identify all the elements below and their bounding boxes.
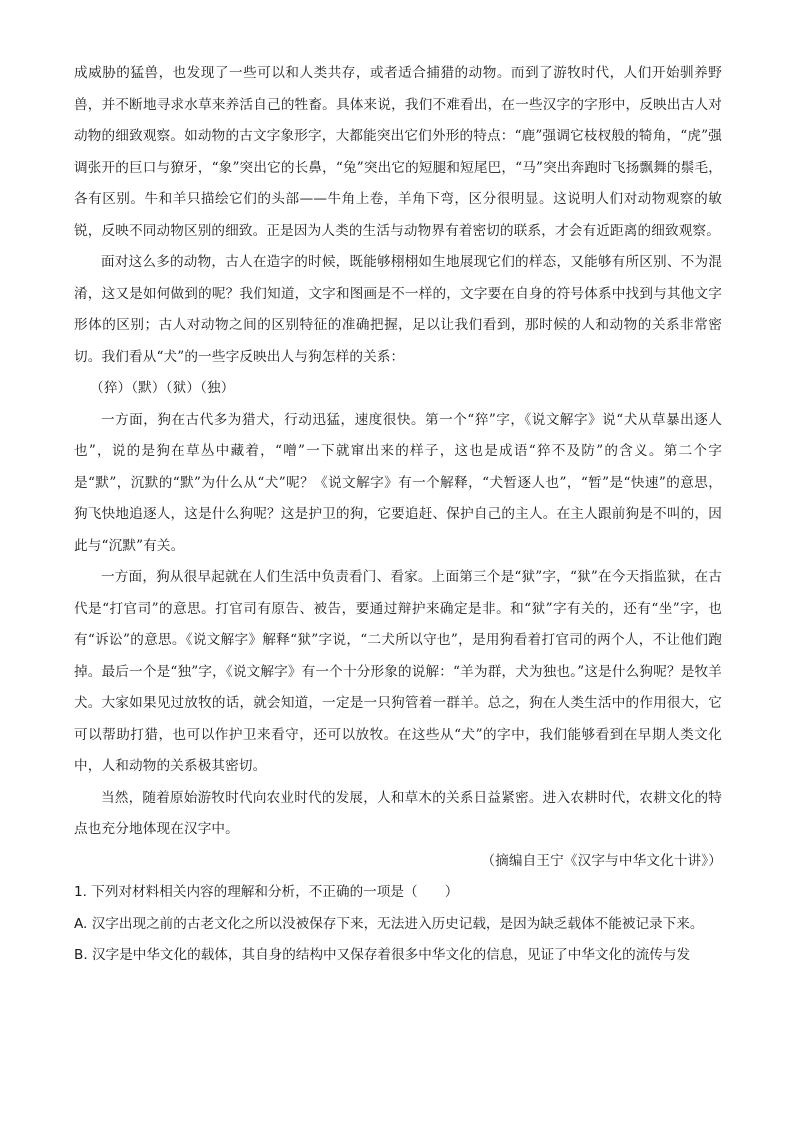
example-characters: （猝）（默）（狱）（独） xyxy=(90,380,235,396)
passage-paragraph-4: 一方面，狗从很早起就在人们生活中负责看门、看家。上面第三个是“狱”字，“狱”在今天指监狱，在古代是“打官司”的意思。打官司有原告、被告，要通过辩护来确定是非。和“狱”字有关的，还有“坐”字，也有“诉讼”的意思。《说文解字》解释“狱”字说，“二犬所以守也”，是用狗看着打官司的两个人，不让他们跑掉。最后一个是“独”字，《说文解字》有一个十分形象的说解：“羊为群，犬为独也。”这是什么狗呢？是牧羊犬。大家如果见过放牧的话，就会知道，一定是一只狗管着一群羊。总之，狗在人类生活中的作用很大，它可以帮助打猎，也可以作护卫来看守，还可以放牧。在这些从“犬”的字中，我们能够看到在早期人类文化中，人和动物的关系极其密切。 xyxy=(74,569,722,774)
question-option-a: A. 汉字出现之前的古老文化之所以没被保存下来，无法进入历史记载，是因为缺乏载体不能被记录下来。 xyxy=(74,915,704,932)
passage-paragraph-5: 当然，随着原始游牧时代向农业时代的发展，人和草木的关系日益紧密。进入农耕时代，农耕文化的特点也充分地体现在汉字中。 xyxy=(74,789,722,837)
question-stem: 1. 下列对材料相关内容的理解和分析，不正确的一项是（ ） xyxy=(74,884,459,900)
passage-paragraph-3: 一方面，狗在古代多为猎犬，行动迅猛，速度很快。第一个“猝”字，《说文解字》说“犬从草暴出逐人也”，说的是狗在草丛中藏着，“噌”一下就窜出来的样子，这也是成语“猝不及防”的含义。第二个字是“默”，沉默的“默”为什么从“犬”呢？《说文解字》有一个解释，“犬暂逐人也”，“暂”是“快速”的意思，狗飞快地追逐人，这是什么狗呢？这是护卫的狗，它要追赶、保护自己的主人。在主人跟前狗是不叫的，因此与“沉默”有关。 xyxy=(74,411,722,554)
question-option-b: B. 汉字是中华文化的载体，其自身的结构中又保存着很多中华文化的信息，见证了中华文化的流传与发 xyxy=(74,947,691,963)
document-page xyxy=(74,58,722,972)
passage-paragraph-1: 成威胁的猛兽，也发现了一些可以和人类共存，或者适合捕猎的动物。而到了游牧时代，人们开始驯养野兽，并不断地寻求水草来养活自己的牲畜。具体来说，我们不难看出，在一些汉字的字形中，反映出古人对动物的细致观察。如动物的古文字象形字，大都能突出它们外形的特点：“鹿”强调它枝杈般的犄角，“虎”强调张开的巨口与獠牙，“象”突出它的长鼻，“兔”突出它的短腿和短尾巴，“马”突出奔跑时飞扬飘舞的鬃毛，各有区别。牛和羊只描绘它们的头部——牛角上卷，羊角下弯，区分很明显。这说明人们对动物观察的敏锐，反映不同动物区别的细致。正是因为人类的生活与动物界有着密切的联系，才会有近距离的细致观察。 xyxy=(74,65,722,239)
passage-paragraph-2: 面对这么多的动物，古人在造字的时候，既能够栩栩如生地展现它们的样态，又能够有所区别、不为混淆，这又是如何做到的呢？我们知道，文字和图画是不一样的，文字要在自身的符号体系中找到与其他文字形体的区别；古人对动物之间的区别特征的准确把握，足以让我们看到，那时候的人和动物的关系非常密切。我们看从“犬”的一些字反映出人与狗怎样的关系： xyxy=(74,254,722,365)
passage-source: （摘编自王宁《汉字与中华文化十讲》） xyxy=(481,852,722,869)
reading-passage xyxy=(74,58,722,877)
question-1 xyxy=(74,877,722,972)
